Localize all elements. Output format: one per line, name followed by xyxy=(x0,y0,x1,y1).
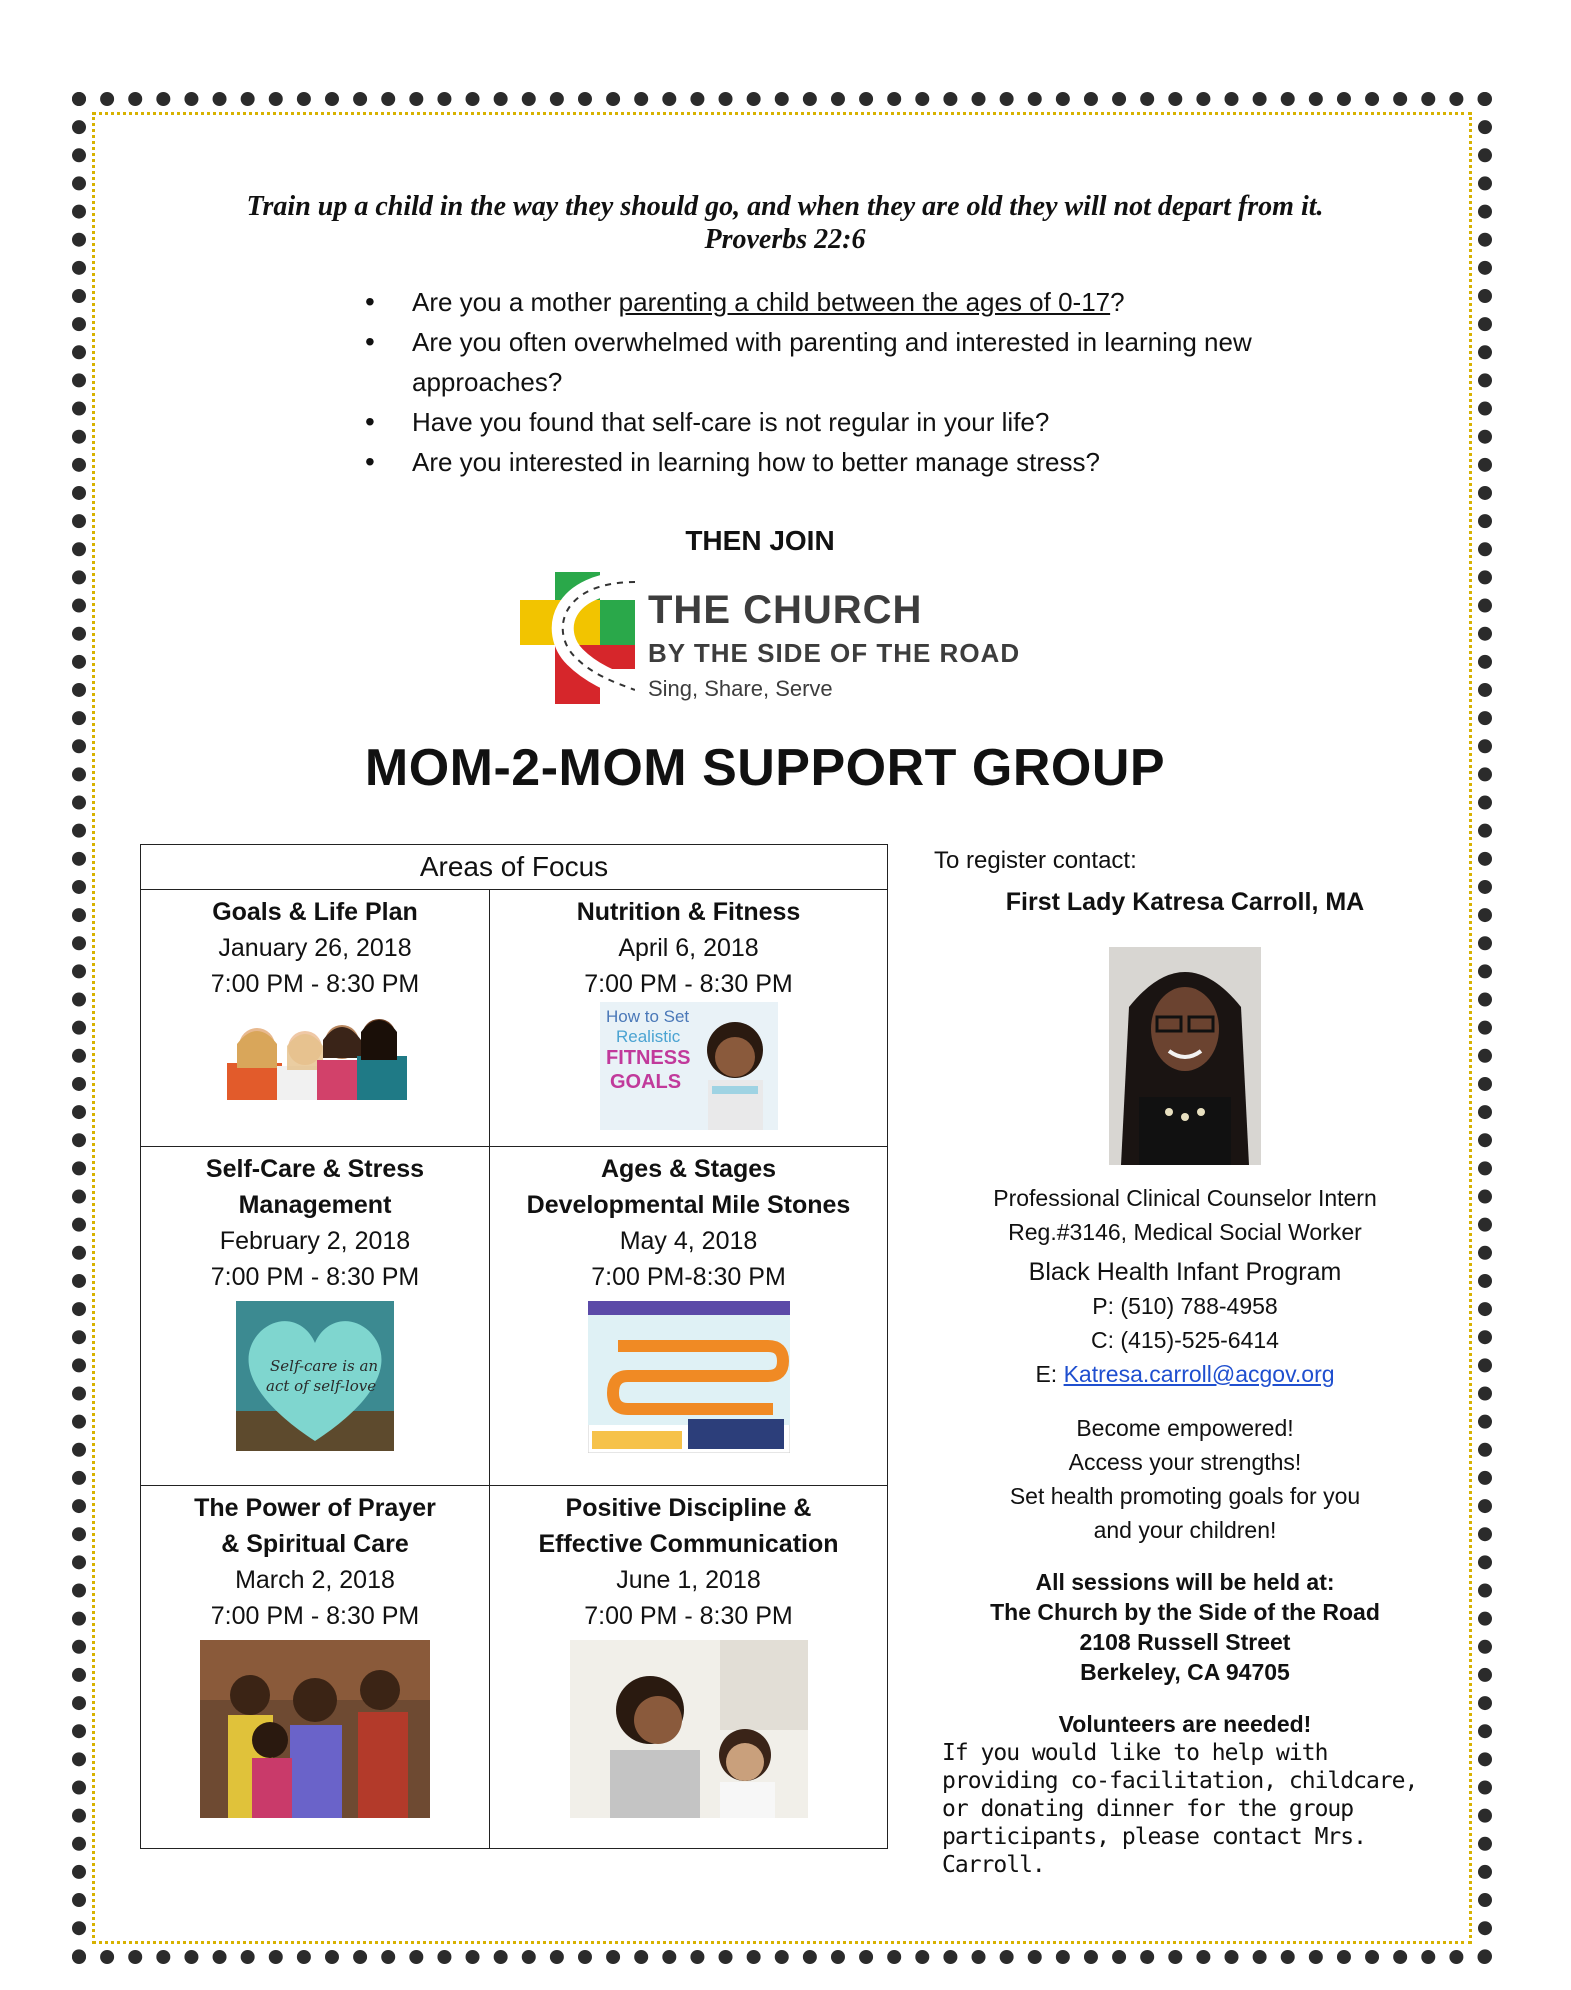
email-label: E: xyxy=(1035,1361,1064,1387)
question-text: Have you found that self-care is not regular in your life? xyxy=(412,407,1050,437)
session-date: February 2, 2018 xyxy=(219,1227,411,1255)
session-cell xyxy=(141,890,490,1147)
question-item xyxy=(360,282,1260,322)
session-time: 7:00 PM - 8:30 PM xyxy=(210,970,420,998)
church-logo xyxy=(520,572,1040,712)
question-item xyxy=(360,442,1260,482)
self-care-heart-image xyxy=(236,1301,394,1451)
sessions-label: All sessions will be held at: xyxy=(1035,1569,1335,1595)
session-date: April 6, 2018 xyxy=(618,934,759,962)
message-line: Access your strengths! xyxy=(1068,1449,1302,1475)
svg-text:Self-care is an: Self-care is an xyxy=(270,1357,379,1375)
question-text: Are you interested in learning how to better manage stress? xyxy=(412,447,1100,477)
question-text: Are you often overwhelmed with parenting and interested in learning new approaches? xyxy=(412,327,1252,397)
session-title: Ages & Stages xyxy=(600,1155,777,1183)
session-cell xyxy=(490,890,888,1147)
road-logo-icon xyxy=(520,572,635,704)
session-cell xyxy=(490,1486,888,1849)
session-cell xyxy=(141,1147,490,1486)
contact-role: Professional Clinical Counselor Intern xyxy=(993,1185,1377,1211)
program-name: Black Health Infant Program xyxy=(1028,1258,1342,1286)
contact-panel xyxy=(920,844,1450,1879)
session-title: Goals & Life Plan xyxy=(212,898,418,926)
development-journey-image xyxy=(588,1301,790,1453)
logo-tagline: Sing, Share, Serve xyxy=(648,676,833,701)
then-join-heading: THEN JOIN xyxy=(685,525,835,556)
svg-text:FITNESS: FITNESS xyxy=(605,1047,690,1069)
session-title: Self-Care & Stress xyxy=(205,1155,425,1183)
contact-photo xyxy=(1109,947,1261,1165)
svg-text:act of self-love: act of self-love xyxy=(266,1377,377,1395)
session-time: 7:00 PM - 8:30 PM xyxy=(584,970,793,998)
contact-registration: Reg.#3146, Medical Social Worker xyxy=(1008,1219,1362,1245)
session-time: 7:00 PM-8:30 PM xyxy=(591,1263,786,1291)
volunteers-heading: Volunteers are needed! xyxy=(1058,1711,1312,1737)
question-list xyxy=(360,282,1260,482)
session-title: Positive Discipline & xyxy=(565,1494,812,1522)
table-header: Areas of Focus xyxy=(141,845,888,890)
svg-text:How to Set: How to Set xyxy=(605,1007,689,1026)
session-date: January 26, 2018 xyxy=(218,934,412,962)
venue-street: 2108 Russell Street xyxy=(1079,1629,1291,1655)
logo-title: THE CHURCH xyxy=(648,588,923,632)
venue-city: Berkeley, CA 94705 xyxy=(1080,1659,1290,1685)
session-time: 7:00 PM - 8:30 PM xyxy=(584,1602,793,1630)
prayer-painting-image xyxy=(200,1640,430,1818)
fitness-goals-image xyxy=(600,1002,778,1130)
message-line: Become empowered! xyxy=(1076,1415,1294,1441)
session-time: 7:00 PM - 8:30 PM xyxy=(210,1263,420,1291)
venue-name: The Church by the Side of the Road xyxy=(990,1599,1380,1625)
session-title-line2: Effective Communication xyxy=(538,1530,839,1558)
focus-table xyxy=(140,844,888,1849)
question-mark: ? xyxy=(1110,287,1125,317)
verse-text: Train up a child in the way they should go, and when they are old they will not depart from it. xyxy=(246,191,1324,222)
svg-text:Realistic: Realistic xyxy=(615,1027,680,1046)
phone-cell: C: (415)-525-6414 xyxy=(1091,1327,1279,1353)
email-link[interactable]: Katresa.carroll@acgov.org xyxy=(1063,1361,1335,1387)
page-title: MOM-2-MOM SUPPORT GROUP xyxy=(364,739,1166,797)
svg-text:GOALS: GOALS xyxy=(609,1071,681,1093)
phone-primary: P: (510) 788-4958 xyxy=(1092,1293,1278,1319)
volunteers-text: If you would like to help with providing co-facilitation, childcare, or donating dinner for the group participants, please contact Mrs. Carroll. xyxy=(942,1740,1418,1878)
session-time: 7:00 PM - 8:30 PM xyxy=(210,1602,420,1630)
session-title-line2: & Spiritual Care xyxy=(221,1530,409,1558)
question-item xyxy=(360,322,1260,402)
logo-subtitle: BY THE SIDE OF THE ROAD xyxy=(648,638,1021,668)
register-label: To register contact: xyxy=(934,847,1137,874)
message-line: Set health promoting goals for you xyxy=(1009,1483,1361,1509)
session-cell xyxy=(141,1486,490,1849)
session-title-line2: Developmental Mile Stones xyxy=(526,1191,851,1219)
message-line: and your children! xyxy=(1093,1517,1277,1543)
session-date: March 2, 2018 xyxy=(235,1566,395,1594)
session-date: May 4, 2018 xyxy=(619,1227,758,1255)
question-text: Are you a mother xyxy=(412,287,619,317)
session-title-line2: Management xyxy=(238,1191,392,1219)
session-cell xyxy=(490,1147,888,1486)
session-date: June 1, 2018 xyxy=(616,1566,761,1594)
bible-verse xyxy=(100,190,1470,256)
contact-name: First Lady Katresa Carroll, MA xyxy=(1005,888,1365,916)
session-title: The Power of Prayer xyxy=(194,1494,436,1522)
mother-daughter-image xyxy=(570,1640,808,1818)
email-line xyxy=(920,1357,1450,1391)
verse-reference: Proverbs 22:6 xyxy=(704,224,866,255)
session-title: Nutrition & Fitness xyxy=(576,898,801,926)
age-range-text: parenting a child between the ages of 0-17 xyxy=(618,287,1111,317)
women-group-image xyxy=(217,1008,413,1100)
question-item xyxy=(360,402,1260,442)
